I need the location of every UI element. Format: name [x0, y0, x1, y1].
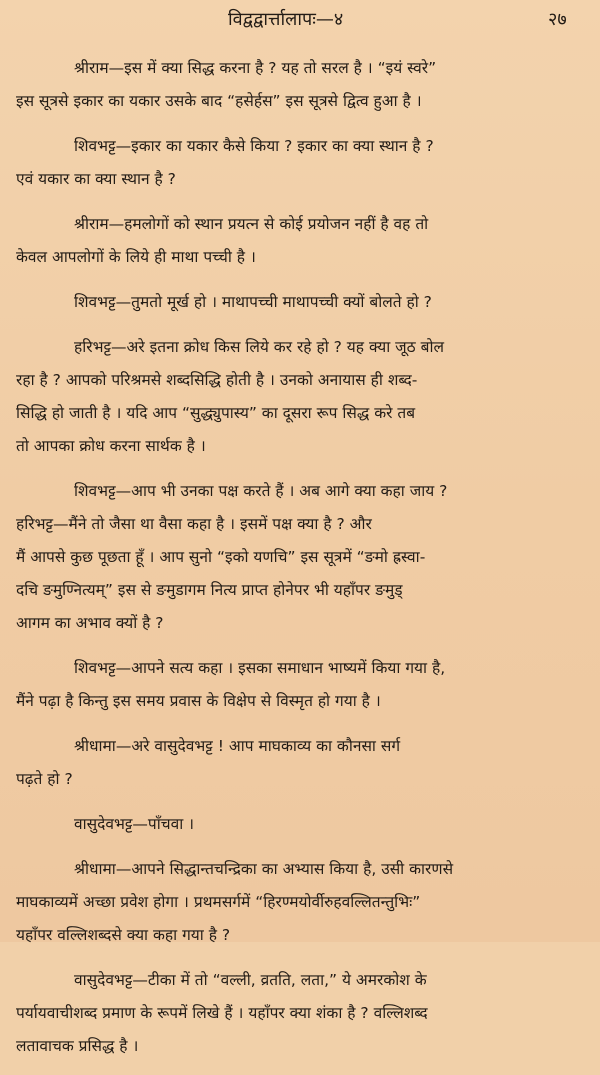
- page-number: २७: [548, 9, 567, 30]
- text-line: श्रीधामा—आपने सिद्धान्तचन्द्रिका का अभ्यास किया है, उसी कारणसे: [74, 860, 454, 878]
- running-header: [0, 3, 600, 33]
- text-line: शिवभट्ट—इकार का यकार कैसे किया ? इकार का क्या स्थान है ?: [74, 137, 434, 155]
- dialogue-paragraph: [16, 652, 582, 718]
- text-line: शिवभट्ट—तुमतो मूर्ख हो । माथापच्ची माथापच्ची क्यों बोलते हो ?: [74, 293, 432, 311]
- dialogue-paragraph: [16, 130, 582, 196]
- text-line: केवल आपलोगों के लिये ही माथा पच्ची है ।: [16, 248, 256, 266]
- text-line: हरिभट्ट—अरे इतना क्रोध किस लिये कर रहे हो ? यह क्या जूठ बोल: [74, 338, 444, 356]
- dialogue-paragraph: [16, 52, 582, 118]
- text-line: श्रीराम—हमलोगों को स्थान प्रयत्न से कोई प्रयोजन नहीं है वह तो: [74, 215, 429, 233]
- dialogue-paragraph: [16, 208, 582, 274]
- text-line: वासुदेवभट्ट—टीका में तो “वल्ली, व्रतति, लता,” ये अमरकोश के: [74, 971, 427, 989]
- dialogue-paragraph: [16, 964, 582, 1063]
- text-line: एवं यकार का क्या स्थान है ?: [16, 170, 176, 188]
- text-line: इस सूत्रसे इकार का यकार उसके बाद “हसेर्हस” इस सूत्रसे द्वित्व हुआ है ।: [16, 92, 422, 110]
- body-text: [16, 52, 582, 1075]
- dialogue-paragraph: [16, 331, 582, 463]
- text-line: यहाँपर वल्लिशब्दसे क्या कहा गया है ?: [16, 926, 231, 944]
- dialogue-paragraph: [16, 286, 582, 319]
- dialogue-paragraph: [16, 808, 582, 841]
- chapter-title: विद्वद्वार्त्तालापः—४: [228, 9, 344, 30]
- text-line: मैंने पढ़ा है किन्तु इस समय प्रवास के विक्षेप से विस्मृत हो गया है ।: [16, 692, 381, 710]
- text-line: रहा है ? आपको परिश्रमसे शब्दसिद्धि होती है । उनको अनायास ही शब्द-: [16, 371, 418, 389]
- text-line: शिवभट्ट—आपने सत्य कहा । इसका समाधान भाष्यमें किया गया है,: [74, 659, 446, 677]
- text-line: श्रीराम—इस में क्या सिद्ध करना है ? यह तो सरल है । “इयं स्वरे”: [74, 59, 437, 77]
- text-line: माघकाव्यमें अच्छा प्रवेश होगा । प्रथमसर्गमें “हिरण्मयोर्वीरुहवल्लितन्तुभिः”: [16, 893, 421, 911]
- text-line: दचि ङमुण्नित्यम्” इस से ङमुडागम नित्य प्राप्त होनेपर भी यहाँपर ङमुड्: [16, 581, 403, 599]
- text-line: तो आपका क्रोध करना सार्थक है ।: [16, 437, 206, 455]
- text-line: वासुदेवभट्ट—पाँचवा ।: [74, 815, 195, 833]
- text-line: सिद्धि हो जाती है । यदि आप “सुद्ध्युपास्य” का दूसरा रूप सिद्ध करे तब: [16, 404, 416, 422]
- text-line: मैं आपसे कुछ पूछता हूँ । आप सुनो “इको यणचि” इस सूत्रमें “ङमो ह्रस्वा-: [16, 548, 426, 566]
- dialogue-paragraph: [16, 853, 582, 952]
- text-line: आगम का अभाव क्यों है ?: [16, 614, 164, 632]
- dialogue-paragraph: [16, 475, 582, 640]
- text-line: पर्यायवाचीशब्द प्रमाण के रूपमें लिखे हैं । यहाँपर क्या शंका है ? वल्लिशब्द: [16, 1004, 428, 1022]
- text-line: लतावाचक प्रसिद्ध है ।: [16, 1037, 139, 1055]
- text-line: पढ़ते हो ?: [16, 770, 73, 788]
- text-line: हरिभट्ट—मैंने तो जैसा था वैसा कहा है । इसमें पक्ष क्या है ? और: [16, 515, 372, 533]
- text-line: श्रीधामा—अरे वासुदेवभट्ट ! आप माघकाव्य का कौनसा सर्ग: [74, 737, 401, 755]
- dialogue-paragraph: [16, 730, 582, 796]
- text-line: शिवभट्ट—आप भी उनका पक्ष करते हैं । अब आगे क्या कहा जाय ?: [74, 482, 448, 500]
